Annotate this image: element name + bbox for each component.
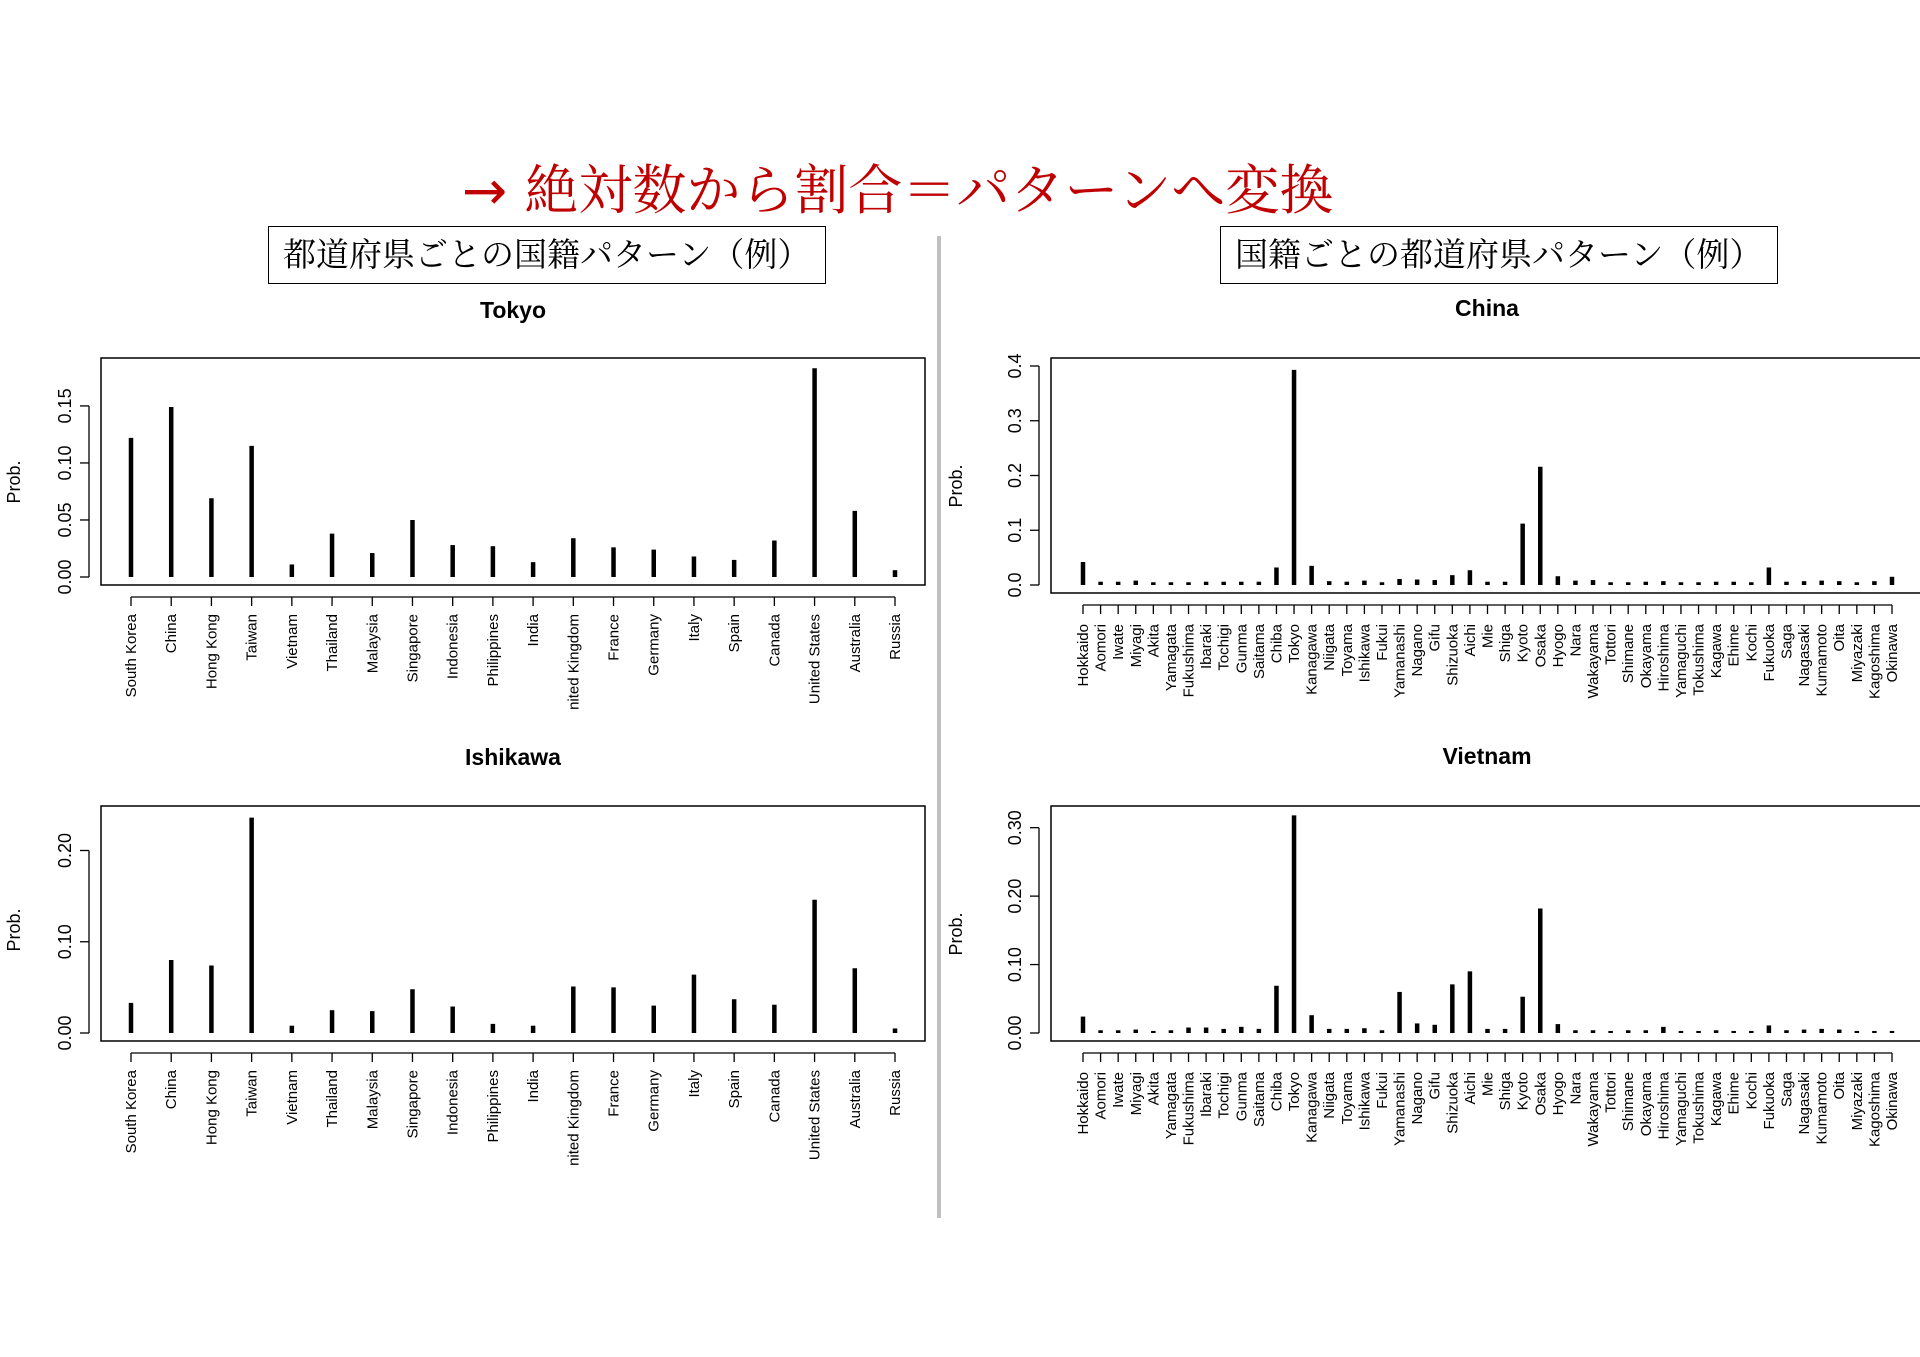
x-tick-label: Saga bbox=[1778, 624, 1796, 660]
ishikawa-chart bbox=[0, 738, 940, 1190]
x-tick-label: Ehime bbox=[1725, 624, 1743, 667]
x-tick-label: Kanagawa bbox=[1303, 624, 1321, 695]
x-tick-label: Hokkaido bbox=[1075, 624, 1092, 687]
x-tick-label: Kyoto bbox=[1514, 624, 1532, 663]
x-tick-label: Kagoshima bbox=[1866, 1072, 1884, 1148]
y-tick-label: 0.10 bbox=[55, 445, 75, 481]
x-tick-label: Oita bbox=[1831, 1072, 1849, 1100]
y-tick-label: 0.0 bbox=[1005, 572, 1025, 598]
x-tick-label: Australia bbox=[846, 1070, 864, 1129]
x-tick-label: Thailand bbox=[324, 614, 342, 672]
x-tick-label: Malaysia bbox=[364, 614, 382, 674]
x-tick-label: Kochi bbox=[1743, 624, 1761, 662]
x-tick-label: Philippines bbox=[484, 1070, 502, 1143]
x-tick-label: Niigata bbox=[1321, 624, 1339, 671]
x-tick-label: Akita bbox=[1145, 624, 1163, 658]
x-tick-label: South Korea bbox=[123, 1070, 140, 1154]
china-chart bbox=[940, 290, 1920, 740]
x-tick-label: Gunma bbox=[1233, 1072, 1251, 1122]
x-tick-label: Spain bbox=[726, 1070, 744, 1109]
x-tick-label: Kochi bbox=[1743, 1072, 1761, 1110]
x-tick-label: Okinawa bbox=[1884, 1072, 1901, 1131]
left-caption-box: 都道府県ごとの国籍パターン（例） bbox=[268, 226, 826, 284]
x-tick-label: Tokyo bbox=[1286, 624, 1304, 664]
x-tick-label: Niigata bbox=[1321, 1072, 1339, 1119]
x-tick-label: Ibaraki bbox=[1198, 1072, 1216, 1118]
x-tick-label: Germany bbox=[645, 1070, 663, 1132]
x-tick-label: Okayama bbox=[1637, 1072, 1655, 1137]
x-tick-label: Kumamoto bbox=[1813, 1072, 1831, 1145]
x-tick-label: Ehime bbox=[1725, 1072, 1743, 1115]
x-tick-label: Kumamoto bbox=[1813, 624, 1831, 697]
x-tick-label: Mie bbox=[1479, 1072, 1497, 1097]
x-tick-label: Shimane bbox=[1620, 1072, 1638, 1132]
x-tick-label: Kagawa bbox=[1708, 624, 1726, 679]
x-tick-label: Hiroshima bbox=[1655, 624, 1673, 692]
x-tick-label: Yamagata bbox=[1162, 624, 1180, 692]
plot-frame bbox=[101, 806, 925, 1041]
x-tick-label: Indonesia bbox=[444, 614, 462, 680]
x-tick-label: Italy bbox=[685, 614, 703, 642]
x-tick-label: Iwate bbox=[1110, 624, 1128, 660]
plot-frame bbox=[1051, 806, 1920, 1041]
x-tick-label: Kanagawa bbox=[1303, 1072, 1321, 1143]
x-tick-label: South Korea bbox=[123, 614, 140, 698]
x-tick-label: Tokushima bbox=[1690, 1072, 1708, 1144]
x-tick-label: Nagano bbox=[1409, 624, 1427, 677]
x-tick-label: China bbox=[163, 1070, 181, 1110]
x-tick-label: Gifu bbox=[1426, 1072, 1444, 1100]
x-tick-label: Tottori bbox=[1602, 1072, 1620, 1113]
x-tick-label: Vietnam bbox=[283, 614, 301, 669]
x-tick-label: Gifu bbox=[1426, 624, 1444, 652]
y-tick-label: 0.4 bbox=[1005, 353, 1025, 379]
x-tick-label: Yamaguchi bbox=[1672, 1072, 1690, 1146]
x-tick-label: Fukuoka bbox=[1760, 1072, 1778, 1130]
x-tick-label: China bbox=[163, 614, 181, 654]
plot-frame bbox=[1051, 358, 1920, 593]
x-tick-label: nited Kingdom bbox=[565, 1070, 583, 1166]
y-axis-label: Prob. bbox=[946, 464, 966, 508]
x-tick-label: Saitama bbox=[1250, 1072, 1268, 1128]
x-tick-label: Hyogo bbox=[1549, 624, 1567, 668]
x-tick-label: Ishikawa bbox=[1356, 624, 1374, 683]
x-tick-label: Hong Kong bbox=[203, 1070, 221, 1146]
x-tick-label: Tochigi bbox=[1215, 1072, 1233, 1119]
tokyo-chart bbox=[0, 290, 940, 740]
x-tick-label: Tokyo bbox=[1286, 1072, 1304, 1112]
x-tick-label: Miyazaki bbox=[1848, 1072, 1866, 1131]
x-tick-label: Shiga bbox=[1497, 624, 1515, 663]
x-tick-label: Miyazaki bbox=[1848, 624, 1866, 683]
x-tick-label: Spain bbox=[726, 614, 744, 653]
y-tick-label: 0.3 bbox=[1005, 408, 1025, 434]
x-tick-label: United States bbox=[806, 614, 824, 705]
y-tick-label: 0.30 bbox=[1005, 810, 1025, 846]
x-tick-label: Iwate bbox=[1110, 1072, 1128, 1108]
x-tick-label: Miyagi bbox=[1127, 1072, 1145, 1116]
y-tick-label: 0.20 bbox=[55, 832, 75, 869]
x-tick-label: Fukui bbox=[1373, 1072, 1391, 1109]
x-tick-label: Taiwan bbox=[243, 614, 261, 661]
x-tick-label: United States bbox=[806, 1070, 824, 1161]
x-tick-label: Ishikawa bbox=[1356, 1072, 1374, 1131]
x-tick-label: Saga bbox=[1778, 1072, 1796, 1108]
x-tick-label: India bbox=[525, 1070, 543, 1103]
x-tick-label: Nagasaki bbox=[1796, 1072, 1814, 1135]
chart-title: China bbox=[1455, 295, 1519, 321]
x-tick-label: Fukui bbox=[1373, 624, 1391, 661]
y-tick-label: 0.00 bbox=[1005, 1015, 1025, 1051]
x-tick-label: Kagoshima bbox=[1866, 624, 1884, 700]
x-tick-label: Wakayama bbox=[1585, 1072, 1603, 1147]
chart-title: Tokyo bbox=[479, 297, 547, 323]
x-tick-label: France bbox=[605, 1070, 623, 1117]
x-tick-label: Thailand bbox=[324, 1070, 342, 1128]
x-tick-label: Okayama bbox=[1637, 624, 1655, 689]
x-tick-label: Toyama bbox=[1338, 1072, 1356, 1125]
x-tick-label: India bbox=[525, 614, 543, 647]
x-tick-label: Fukuoka bbox=[1760, 624, 1778, 682]
x-tick-label: Kagawa bbox=[1708, 1072, 1726, 1127]
x-tick-label: Philippines bbox=[484, 614, 502, 687]
x-tick-label: Chiba bbox=[1268, 1072, 1286, 1112]
right-caption-box: 国籍ごとの都道府県パターン（例） bbox=[1220, 226, 1778, 284]
x-tick-label: Yamanashi bbox=[1391, 1072, 1409, 1146]
x-tick-label: nited Kingdom bbox=[565, 614, 583, 710]
x-tick-label: Akita bbox=[1145, 1072, 1163, 1106]
x-tick-label: Russia bbox=[887, 1070, 904, 1116]
y-tick-label: 0.1 bbox=[1005, 517, 1025, 543]
y-tick-label: 0.20 bbox=[1005, 878, 1025, 914]
x-tick-label: Nara bbox=[1567, 624, 1585, 657]
x-tick-label: Fukushima bbox=[1180, 624, 1198, 698]
x-tick-label: Taiwan bbox=[243, 1070, 261, 1117]
x-tick-label: Ibaraki bbox=[1198, 624, 1216, 670]
x-tick-label: Australia bbox=[846, 614, 864, 673]
y-axis-label: Prob. bbox=[4, 460, 24, 504]
x-tick-label: Indonesia bbox=[444, 1070, 462, 1136]
y-tick-label: 0.10 bbox=[1005, 947, 1025, 983]
x-tick-label: France bbox=[605, 614, 623, 661]
x-tick-label: Russia bbox=[887, 614, 904, 660]
x-tick-label: Osaka bbox=[1532, 624, 1550, 668]
x-tick-label: Mie bbox=[1479, 624, 1497, 649]
x-tick-label: Hyogo bbox=[1549, 1072, 1567, 1116]
x-tick-label: Malaysia bbox=[364, 1070, 382, 1130]
y-axis-label: Prob. bbox=[946, 912, 966, 956]
y-tick-label: 0.05 bbox=[55, 502, 75, 538]
y-tick-label: 0.00 bbox=[55, 1015, 75, 1051]
chart-title: Vietnam bbox=[1442, 743, 1532, 769]
chart-title: Ishikawa bbox=[465, 744, 561, 770]
y-tick-label: 0.00 bbox=[55, 559, 75, 595]
y-tick-label: 0.15 bbox=[55, 388, 75, 424]
x-tick-label: Oita bbox=[1831, 624, 1849, 652]
plot-frame bbox=[101, 358, 925, 585]
x-tick-label: Wakayama bbox=[1585, 624, 1603, 699]
x-tick-label: Fukushima bbox=[1180, 1072, 1198, 1146]
x-tick-label: Shimane bbox=[1620, 624, 1638, 684]
x-tick-label: Tochigi bbox=[1215, 624, 1233, 671]
x-tick-label: Aichi bbox=[1461, 624, 1479, 657]
vietnam-chart bbox=[940, 738, 1920, 1190]
x-tick-label: Germany bbox=[645, 614, 663, 676]
x-tick-label: Canada bbox=[766, 614, 784, 667]
x-tick-label: Hiroshima bbox=[1655, 1072, 1673, 1140]
x-tick-label: Yamanashi bbox=[1391, 624, 1409, 698]
x-tick-label: Singapore bbox=[404, 614, 422, 683]
x-tick-label: Nagano bbox=[1409, 1072, 1427, 1125]
y-axis-label: Prob. bbox=[4, 908, 24, 952]
x-tick-label: Gunma bbox=[1233, 624, 1251, 674]
x-tick-label: Nara bbox=[1567, 1072, 1585, 1105]
y-tick-label: 0.2 bbox=[1005, 462, 1025, 489]
x-tick-label: Saitama bbox=[1250, 624, 1268, 680]
x-tick-label: Yamaguchi bbox=[1672, 624, 1690, 698]
slide-title: → 絶対数から割合＝パターンへ変換 bbox=[462, 159, 1334, 222]
x-tick-label: Hokkaido bbox=[1075, 1072, 1092, 1135]
x-tick-label: Aomori bbox=[1092, 624, 1110, 672]
x-tick-label: Okinawa bbox=[1884, 624, 1901, 683]
x-tick-label: Nagasaki bbox=[1796, 624, 1814, 687]
x-tick-label: Chiba bbox=[1268, 624, 1286, 664]
x-tick-label: Miyagi bbox=[1127, 624, 1145, 668]
x-tick-label: Hong Kong bbox=[203, 614, 221, 690]
x-tick-label: Singapore bbox=[404, 1070, 422, 1139]
x-tick-label: Kyoto bbox=[1514, 1072, 1532, 1111]
x-tick-label: Tottori bbox=[1602, 624, 1620, 665]
x-tick-label: Canada bbox=[766, 1070, 784, 1123]
x-tick-label: Aomori bbox=[1092, 1072, 1110, 1120]
x-tick-label: Shiga bbox=[1497, 1072, 1515, 1111]
x-tick-label: Tokushima bbox=[1690, 624, 1708, 696]
x-tick-label: Shizuoka bbox=[1444, 624, 1462, 686]
x-tick-label: Osaka bbox=[1532, 1072, 1550, 1116]
x-tick-label: Toyama bbox=[1338, 624, 1356, 677]
x-tick-label: Vietnam bbox=[283, 1070, 301, 1125]
y-tick-label: 0.10 bbox=[55, 924, 75, 960]
x-tick-label: Aichi bbox=[1461, 1072, 1479, 1105]
x-tick-label: Shizuoka bbox=[1444, 1072, 1462, 1134]
x-tick-label: Yamagata bbox=[1162, 1072, 1180, 1140]
x-tick-label: Italy bbox=[685, 1070, 703, 1098]
